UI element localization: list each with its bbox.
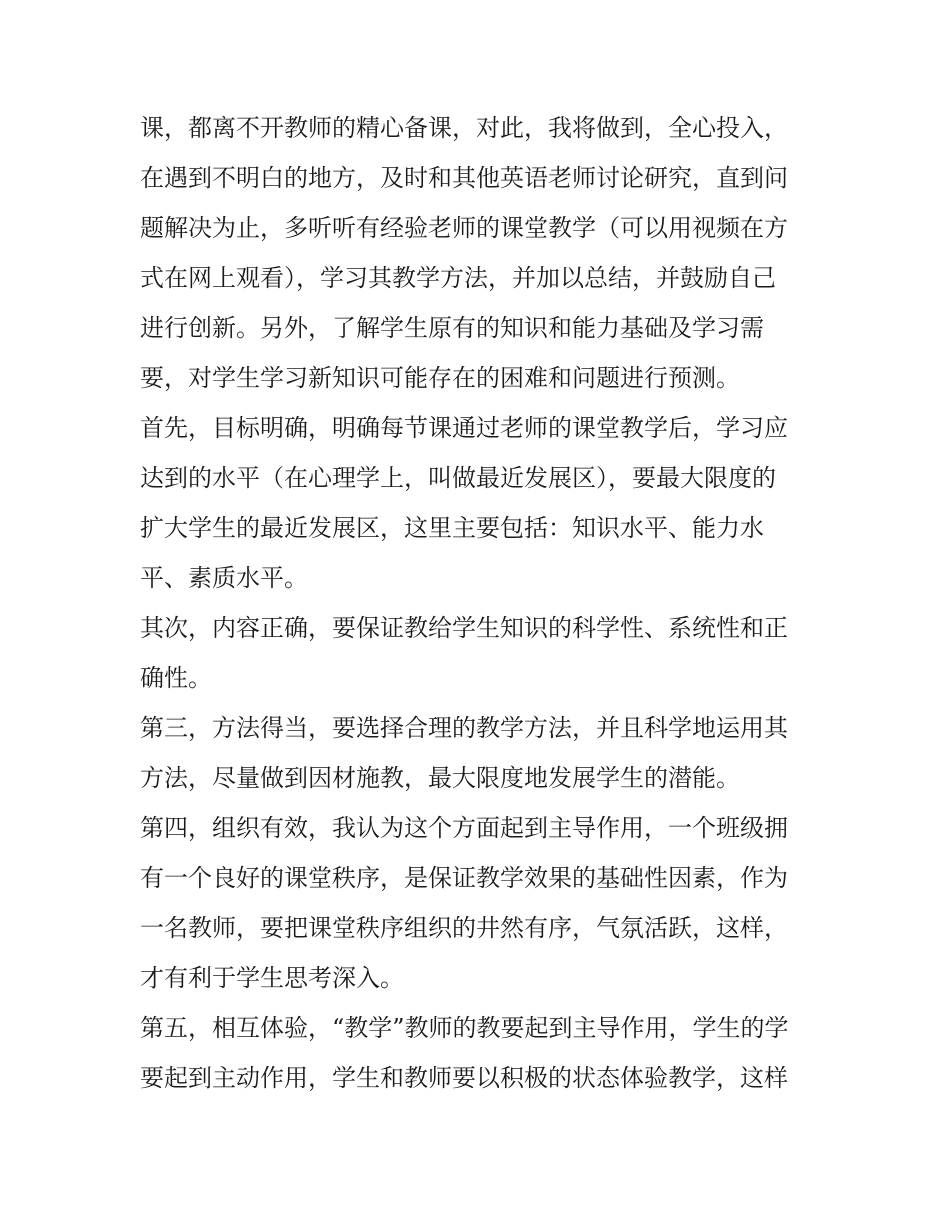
text-line: 其次，内容正确，要保证教给学生知识的科学性、系统性和正: [140, 614, 788, 642]
text-line: 题解决为止，多听听有经验老师的课堂教学（可以用视频在方: [140, 214, 788, 242]
text-line: 达到的水平（在心理学上，叫做最近发展区），要最大限度的: [140, 464, 776, 492]
text-line: 确性。: [140, 664, 212, 692]
text-line: 扩大学生的最近发展区，这里主要包括：知识水平、能力水: [140, 514, 764, 542]
text-line: 式在网上观看），学习其教学方法，并加以总结，并鼓励自己: [140, 264, 776, 292]
text-line: 要，对学生学习新知识可能存在的困难和问题进行预测。: [140, 364, 740, 392]
text-line: 课，都离不开教师的精心备课，对此，我将做到，全心投入，: [140, 114, 788, 142]
text-line: 第五，相互体验，“教学”教师的教要起到主导作用，学生的学: [140, 1014, 789, 1042]
text-line: 在遇到不明白的地方，及时和其他英语老师讨论研究，直到问: [140, 164, 788, 192]
text-line: 方法，尽量做到因材施教，最大限度地发展学生的潜能。: [140, 764, 740, 792]
body-text: [140, 103, 820, 1103]
text-line: 首先，目标明确，明确每节课通过老师的课堂教学后，学习应: [140, 414, 788, 442]
text-line: 第四，组织有效，我认为这个方面起到主导作用，一个班级拥: [140, 814, 788, 842]
text-line: 一名教师，要把课堂秩序组织的井然有序，气氛活跃，这样，: [140, 914, 788, 942]
text-line: 第三，方法得当，要选择合理的教学方法，并且科学地运用其: [140, 714, 788, 742]
text-line: 才有利于学生思考深入。: [140, 964, 404, 992]
text-line: 进行创新。另外，了解学生原有的知识和能力基础及学习需: [140, 314, 764, 342]
text-line: 要起到主动作用，学生和教师要以积极的状态体验教学，这样: [140, 1064, 788, 1092]
text-line: 有一个良好的课堂秩序，是保证教学效果的基础性因素，作为: [140, 864, 788, 892]
text-line: 平、素质水平。: [140, 564, 308, 592]
